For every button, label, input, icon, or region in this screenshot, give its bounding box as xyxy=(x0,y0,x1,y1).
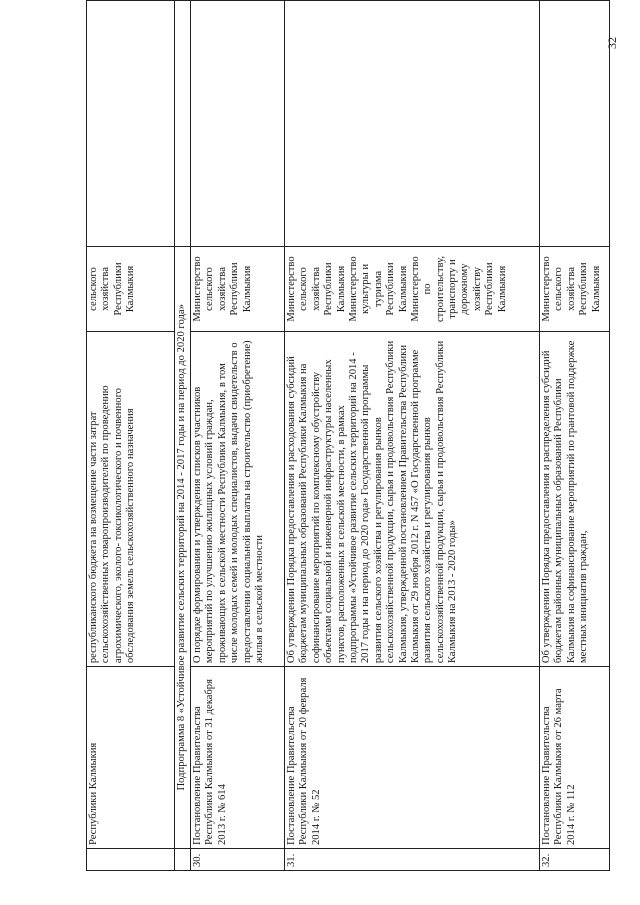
responsible-cell: Министерство сельского хозяйства Республики Калмыкия xyxy=(540,246,610,332)
row-number-cell xyxy=(175,849,191,871)
empty-cell xyxy=(191,1,285,247)
document-cell: Постановление Правительства Республики Калмыкия от 31 декабря 2013 г. № 614 xyxy=(191,667,285,849)
table-row xyxy=(285,1,540,871)
responsible-cell: Министерство сельского хозяйства Республики Калмыкия Министерство культуры и туризма Республики Калмыкия Министерство по строительству, транспорту и дорожному хозяйству Республики Калмыкия xyxy=(285,246,540,332)
subprogram-title: Подпрограмма 8 «Устойчивое развитие сельских территорий на 2014 - 2017 годы и на период до 2020 года» xyxy=(175,246,191,848)
row-number-cell: 32. xyxy=(540,849,610,871)
empty-cell xyxy=(285,1,540,247)
empty-cell xyxy=(540,1,610,247)
table-row xyxy=(191,1,285,871)
description-cell: республиканского бюджета на возмещение части затрат сельскохозяйственных товаропроизводителей по проведению агрохимического, эколого- токсикологического и почвенного обследования земель сельскохозяйственного назначения xyxy=(87,332,175,667)
document-cell: Постановление Правительства Республики Калмыкия от 20 февраля 2014 г. № 52 xyxy=(285,667,540,849)
description-cell: Об утверждении Порядка предоставления и распределения субсидий бюджетам районных муниципальных образований Республики Калмыкия на софинансирование мероприятий по грантовой поддержке местных инициатив граждан, xyxy=(540,332,610,667)
row-number-cell xyxy=(87,849,175,871)
document-cell: Постановление Правительства Республики Калмыкия от 26 марта 2014 г. № 112 xyxy=(540,667,610,849)
table-row xyxy=(540,1,610,871)
empty-cell xyxy=(175,1,191,247)
page-number: 32 xyxy=(605,37,619,49)
responsible-cell: Министерство сельского хозяйства Республики Калмыкия xyxy=(191,246,285,332)
empty-cell xyxy=(87,1,175,247)
row-number-cell: 31. xyxy=(285,849,540,871)
document-cell: Республики Калмыкия xyxy=(87,667,175,849)
row-number-cell: 30. xyxy=(191,849,285,871)
subprogram-row xyxy=(175,1,191,871)
document-table xyxy=(86,0,610,871)
description-cell: Об утверждении Порядка предоставления и расходования субсидий бюджетам муниципальных образований Республики Калмыкия на софинансирование мероприятий по комплексному обустройству объектами социальной и инженерной инфраструктуры населенных пунктов, расположенных в сельской местности, в рамках подпрограммы «Устойчивое развитие сельских территорий на 2014 - 2017 годы и на период до 2020 года» Государственной программы развития сельского хозяйства и регулирования рынков сельскохозяйственной продукции, сырья и продовольствия Республики Калмыкия, утвержденной постановлением Правительства Республики Калмыкия от 29 ноября 2012 г. N 457 «О Государственной программе развития сельского хозяйства и регулирования рынков сельскохозяйственной продукции, сырья и продовольствия Республики Калмыкия на 2013 - 2020 годы» xyxy=(285,332,540,667)
table-row xyxy=(87,1,175,871)
responsible-cell: сельского хозяйства Республики Калмыкия xyxy=(87,246,175,332)
description-cell: О порядке формирования и утверждения списков участников мероприятий по улучшению жилищных условий граждан, проживающих в сельской местности Республики Калмыкия, в том числе молодых семей и молодых специалистов, выдачи свидетельств о предоставлении социальной выплаты на строительство (приобретение) жилья в сельской местности xyxy=(191,332,285,667)
